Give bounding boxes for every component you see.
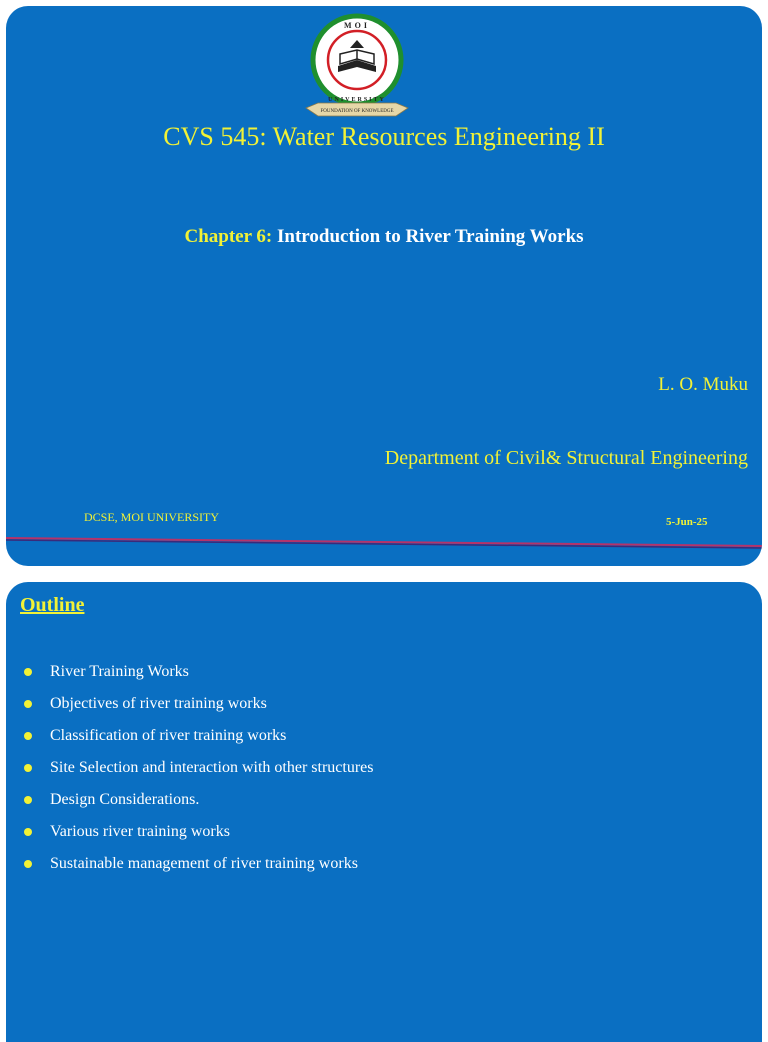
logo-ring-text: UNIVERSITY bbox=[328, 97, 386, 103]
logo-banner-text: FOUNDATION OF KNOWLEDGE bbox=[320, 109, 394, 114]
list-item: River Training Works bbox=[20, 656, 373, 688]
list-item: Sustainable management of river training works bbox=[20, 848, 373, 880]
course-title: CVS 545: Water Resources Engineering II bbox=[163, 122, 605, 151]
list-item: Objectives of river training works bbox=[20, 688, 373, 720]
department-name: Department of Civil& Structural Engineering bbox=[384, 447, 748, 469]
outline-heading: Outline bbox=[20, 594, 85, 616]
title-slide bbox=[6, 6, 762, 566]
footer-divider bbox=[6, 530, 762, 550]
bullet-icon bbox=[24, 860, 32, 868]
bullet-icon bbox=[24, 796, 32, 804]
list-item: Design Considerations. bbox=[20, 784, 373, 816]
list-item: Site Selection and interaction with other structures bbox=[20, 752, 373, 784]
bullet-icon bbox=[24, 700, 32, 708]
bullet-icon bbox=[24, 764, 32, 772]
chapter-title bbox=[6, 226, 762, 248]
outline-slide bbox=[6, 582, 762, 1042]
chapter-label: Chapter 6: bbox=[184, 226, 273, 247]
bullet-icon bbox=[24, 828, 32, 836]
outline-list bbox=[20, 656, 373, 880]
bullet-icon bbox=[24, 732, 32, 740]
logo-top-text: MOI bbox=[344, 21, 370, 30]
footer-institution: DCSE, MOI UNIVERSITY bbox=[84, 510, 219, 524]
chapter-name: Introduction to River Training Works bbox=[272, 226, 584, 247]
footer-date: 5-Jun-25 bbox=[666, 516, 708, 528]
list-item: Classification of river training works bbox=[20, 720, 373, 752]
author-name: L. O. Muku bbox=[658, 374, 748, 395]
university-logo bbox=[298, 10, 416, 120]
list-item: Various river training works bbox=[20, 816, 373, 848]
bullet-icon bbox=[24, 668, 32, 676]
